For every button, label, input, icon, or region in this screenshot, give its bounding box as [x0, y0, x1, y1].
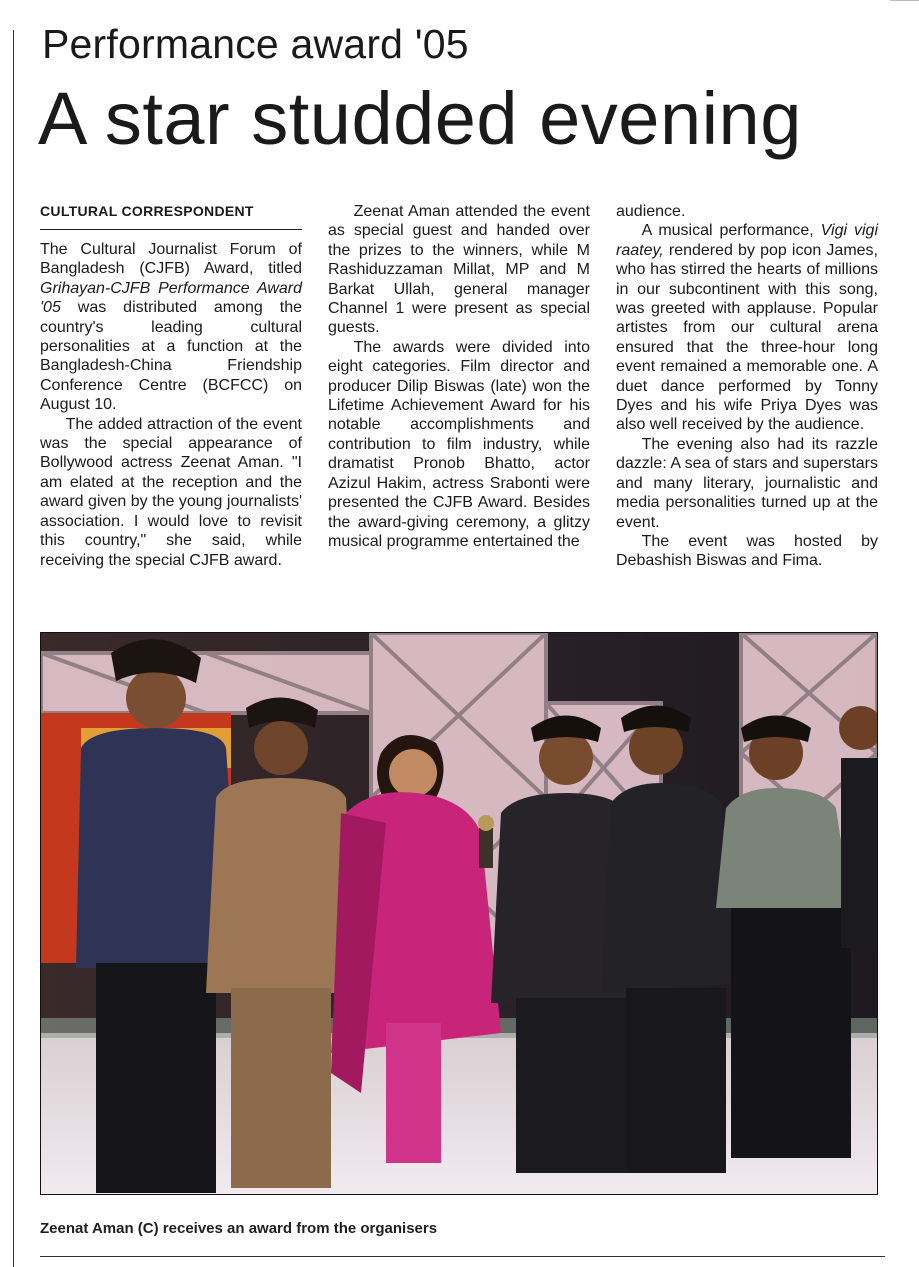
event-photo-illustration [41, 633, 877, 1194]
kicker: Performance award '05 [42, 21, 469, 67]
article-paragraph [40, 240, 302, 415]
article-paragraph [616, 532, 878, 571]
left-column-rule [13, 30, 14, 1267]
article-paragraph [328, 202, 590, 338]
article-column-2 [328, 202, 590, 551]
article-text: The added attraction of the event was the special appearance of Bollywood actress Zeenat Aman. "I am elated at the reception and the award given by the young journalists' association. I would love to revisit this country," she said, while receiving the special CJFB award. [40, 415, 302, 569]
article-paragraph [40, 415, 302, 570]
photo-caption: Zeenat Aman (C) receives an award from the organisers [40, 1220, 438, 1237]
article-paragraph [616, 221, 878, 434]
article-text: The evening also had its razzle dazzle: A sea of stars and superstars and many literary, journalistic and media personalities turned up at the event. [616, 435, 878, 531]
article-text: was distributed among the country's leading cultural personalities at a function at the Bangladesh-China Friendship Conference Centre (BCFCC) on August 10. [40, 299, 302, 414]
article-column-1 [40, 240, 302, 570]
article-italic-text: Grihayan-CJFB Performance Award '05 [40, 279, 302, 317]
article-text: Zeenat Aman attended the event as special guest and handed over the prizes to the winners, while M Rashiduzzaman Millat, MP and M Barkat Ullah, general manager Channel 1 were present as special guests. [328, 203, 590, 337]
top-corner-rule [890, 0, 919, 1]
article-italic-text: Vigi vigi raatey, [616, 222, 878, 259]
article-text: The event was hosted by Debashish Biswas and Fima. [616, 532, 878, 570]
article-paragraph [328, 338, 590, 551]
byline-rule [40, 229, 302, 230]
article-paragraph [616, 202, 878, 221]
article-text: A musical performance, [641, 222, 821, 240]
headline: A star studded evening [38, 77, 802, 160]
article-text: rendered by pop icon James, who has stirred the hearts of millions in our subcontinent with this song, was greeted with applause. Popular artistes from our cultural arena ensured that the three-hour long event remained a memorable one. A duet dance performed by Tonny Dyes and his wife Priya Dyes was also well received by the audience. [616, 241, 878, 434]
article-paragraph [616, 435, 878, 532]
article-text: audience. [616, 203, 686, 220]
bottom-rule [40, 1256, 885, 1257]
trophy [478, 815, 494, 868]
article-text: The Cultural Journalist Forum of Bangladesh (CJFB) Award, titled [40, 241, 302, 278]
person-7 [839, 706, 877, 948]
article-text: The awards were divided into eight categories. Film director and producer Dilip Biswas (late) won the Lifetime Achievement Award for his notable accomplishments and contribution to film industry, while dramatist Pronob Bhatto, actor Azizul Hakim, actress Srabonti were presented the CJFB Award. Besides the award-giving ceremony, a glitzy musical programme entertained the [328, 338, 590, 550]
event-photo [40, 632, 878, 1195]
byline: CULTURAL CORRESPONDENT [40, 203, 254, 219]
article-column-3 [616, 202, 878, 571]
